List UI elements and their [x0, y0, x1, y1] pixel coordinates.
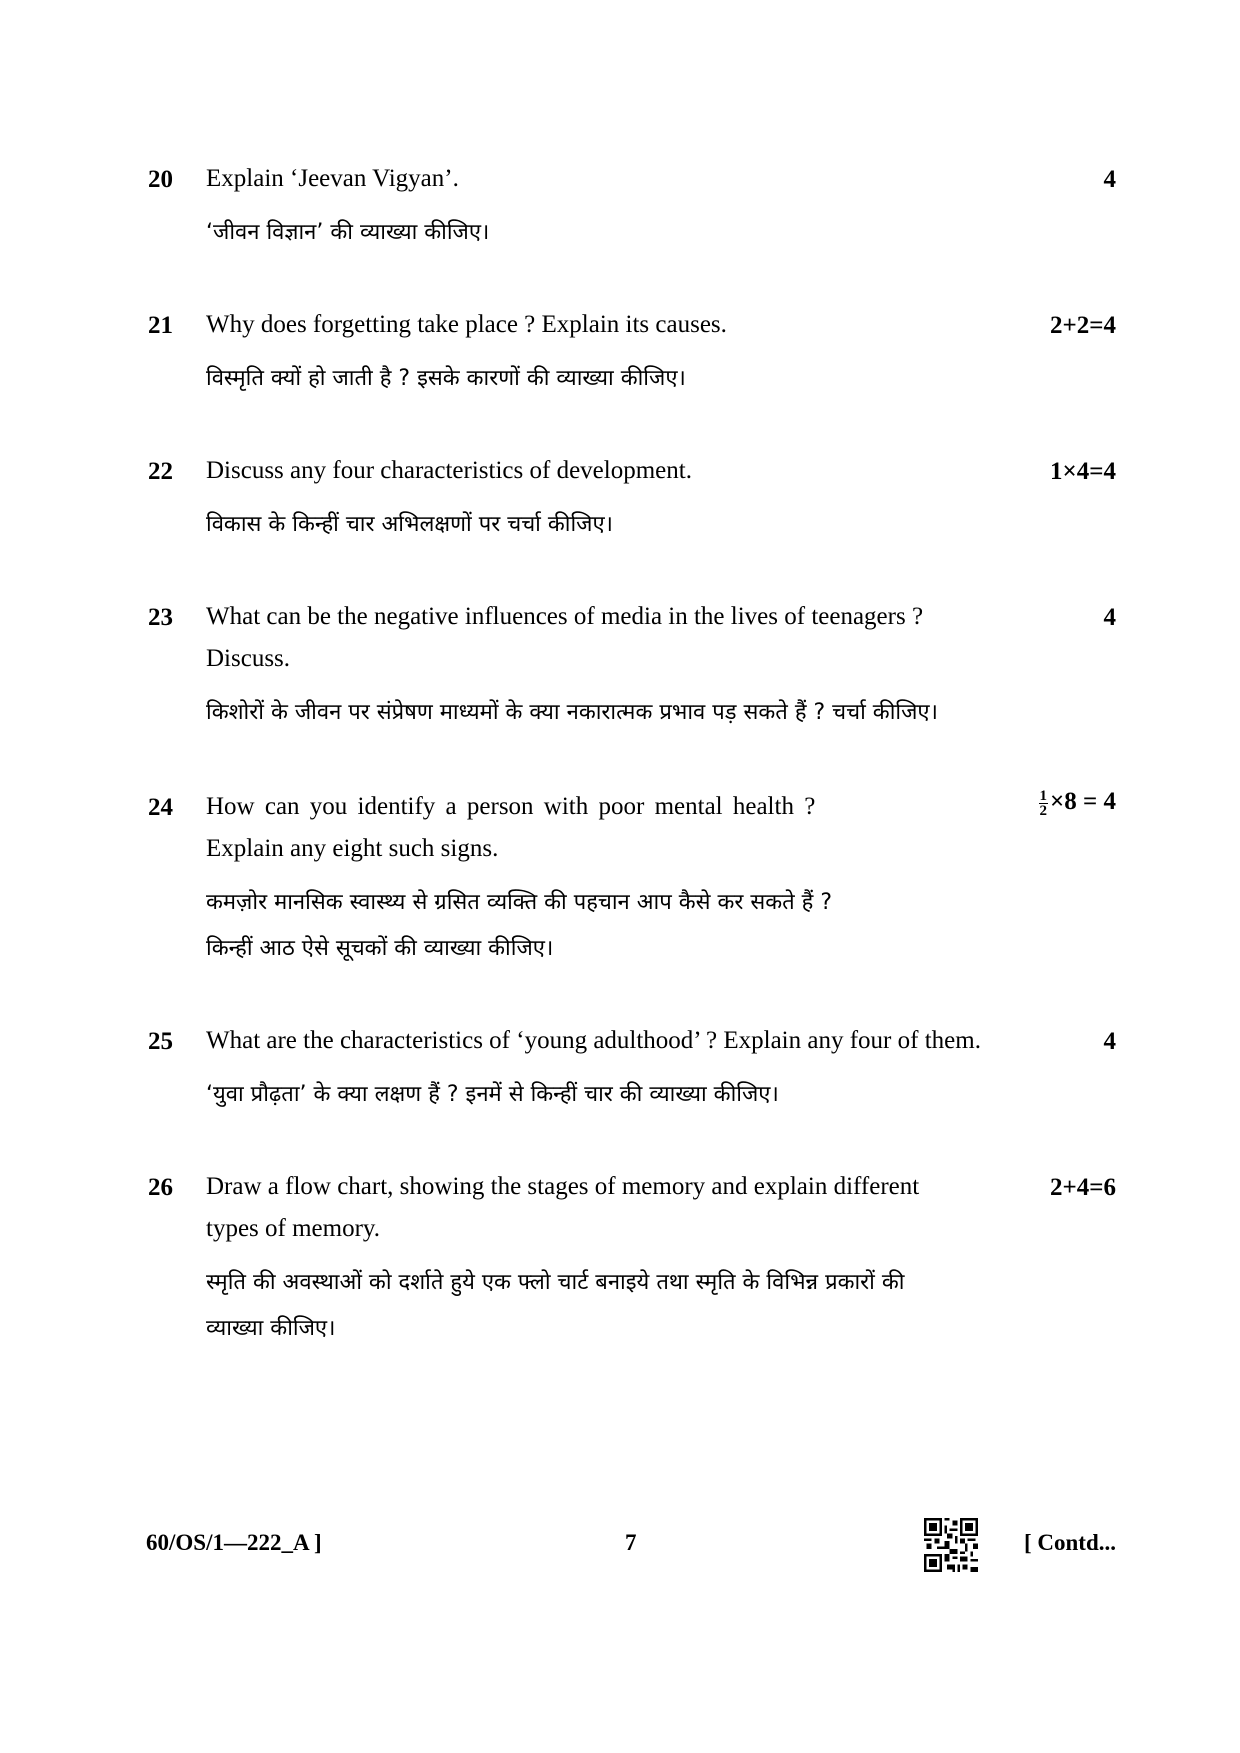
question-text-en: What can be the negative influences of media in the lives of teenagers ?	[206, 603, 924, 630]
question-marks: 2+2=4	[1050, 312, 1116, 339]
question-text-hi: ‘युवा प्रौढ़ता’ के क्या लक्षण हैं ? इनमें से किन्हीं चार की व्याख्या कीजिए।	[206, 1082, 779, 1107]
question-text-hi: किशोरों के जीवन पर संप्रेषण माध्यमों के क्या नकारात्मक प्रभाव पड़ सकते हैं ? चर्चा कीजिए।	[206, 700, 938, 725]
question-number: 25	[148, 1028, 173, 1055]
question-number: 26	[148, 1174, 173, 1201]
question-text-hi: कमज़ोर मानसिक स्वास्थ्य से ग्रसित व्यक्ति की पहचान आप कैसे कर सकते हैं ?	[206, 890, 833, 915]
question-number: 23	[148, 604, 173, 631]
question-text-en: Discuss any four characteristics of development.	[206, 457, 692, 484]
page-footer	[140, 1530, 1120, 1590]
qr-code-icon	[924, 1518, 978, 1572]
question-number: 22	[148, 458, 173, 485]
question-text-en: Draw a flow chart, showing the stages of memory and explain different	[206, 1173, 920, 1200]
question-text-en: types of memory.	[206, 1215, 381, 1242]
question-marks: 4	[1103, 604, 1116, 631]
question-marks: 1×4=4	[1050, 458, 1116, 485]
question-number: 20	[148, 166, 173, 193]
question-text-en: Why does forgetting take place ? Explain its causes.	[206, 311, 727, 338]
continued-label: [ Contd...	[1023, 1530, 1116, 1555]
question-text-en: Explain ‘Jeevan Vigyan’.	[206, 165, 459, 192]
question-text-en: How can you identify a person with poor mental health ?	[206, 793, 816, 820]
question-text-en: What are the characteristics of ‘young adulthood’ ? Explain any four of them.	[206, 1027, 981, 1054]
question-text-hi: ‘जीवन विज्ञान’ की व्याख्या कीजिए।	[206, 220, 490, 245]
question-marks: 4	[1103, 166, 1116, 193]
page-number: 7	[625, 1530, 637, 1555]
question-marks: 2+4=6	[1050, 1174, 1116, 1201]
question-text-hi: किन्हीं आठ ऐसे सूचकों की व्याख्या कीजिए।	[206, 936, 554, 961]
question-text-hi: विकास के किन्हीं चार अभिलक्षणों पर चर्चा कीजिए।	[206, 512, 613, 537]
question-text-en: Discuss.	[206, 645, 291, 672]
question-text-en: Explain any eight such signs.	[206, 835, 499, 862]
paper-code: 60/OS/1—222_A ]	[146, 1530, 322, 1555]
question-number: 24	[148, 794, 173, 821]
fraction: $\frac{1}{2}$	[1039, 787, 1047, 819]
question-text-hi: स्मृति की अवस्थाओं को दर्शाते हुये एक फ्लो चार्ट बनाइये तथा स्मृति के विभिन्न प्रकारों की	[206, 1270, 905, 1295]
question-text-hi: विस्मृति क्यों हो जाती है ? इसके कारणों की व्याख्या कीजिए।	[206, 366, 686, 391]
question-marks: $\frac{1}{2}$ ×8 = 4	[1039, 787, 1116, 819]
question-marks: 4	[1103, 1028, 1116, 1055]
question-text-hi: व्याख्या कीजिए।	[206, 1316, 336, 1341]
question-number: 21	[148, 312, 173, 339]
